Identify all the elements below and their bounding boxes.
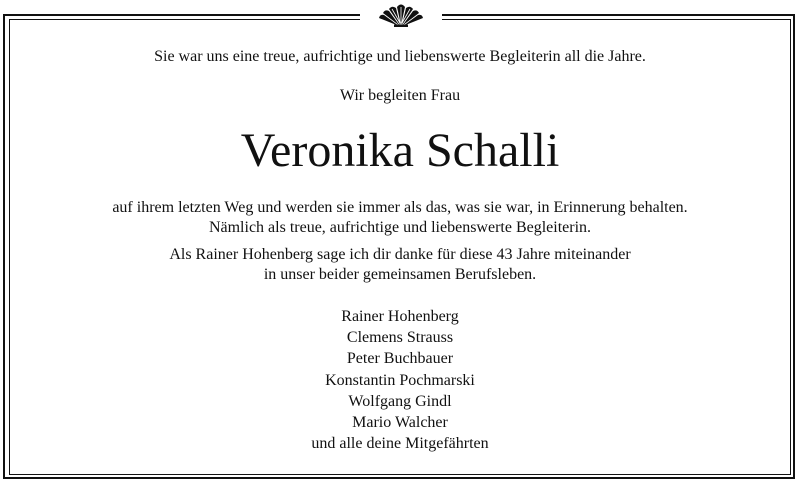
thanks-line-1: Als Rainer Hohenberg sage ich dir danke für diese 43 Jahre miteinander [169, 246, 631, 263]
mourner-name: Konstantin Pochmarski [325, 371, 475, 389]
palm-fan-ornament-icon [376, 1, 426, 27]
body-line-2: Nämlich als treue, aufrichtige und liebenswerte Begleiterin. [208, 219, 592, 236]
mourner-name: Clemens Strauss [346, 329, 454, 347]
body-line-1: auf ihrem letzten Weg und werden sie immer als das, was sie war, in Erinnerung behalten. [112, 199, 688, 216]
mourner-name: und alle deine Mitgefährten [311, 435, 489, 453]
mourner-name: Mario Walcher [352, 414, 448, 432]
deceased-name: Veronika Schalli [240, 124, 560, 177]
intro-text: Sie war uns eine treue, aufrichtige und liebenswerte Begleiterin all die Jahre. [154, 48, 646, 65]
mourner-name: Wolfgang Gindl [348, 392, 452, 410]
mourner-name: Rainer Hohenberg [341, 308, 459, 325]
thanks-line-2: in unser beider gemeinsamen Berufsleben. [263, 266, 537, 283]
mourners-list [0, 306, 800, 454]
mourner-name: Peter Buchbauer [346, 350, 454, 368]
accompany-text: Wir begleiten Frau [339, 87, 461, 104]
